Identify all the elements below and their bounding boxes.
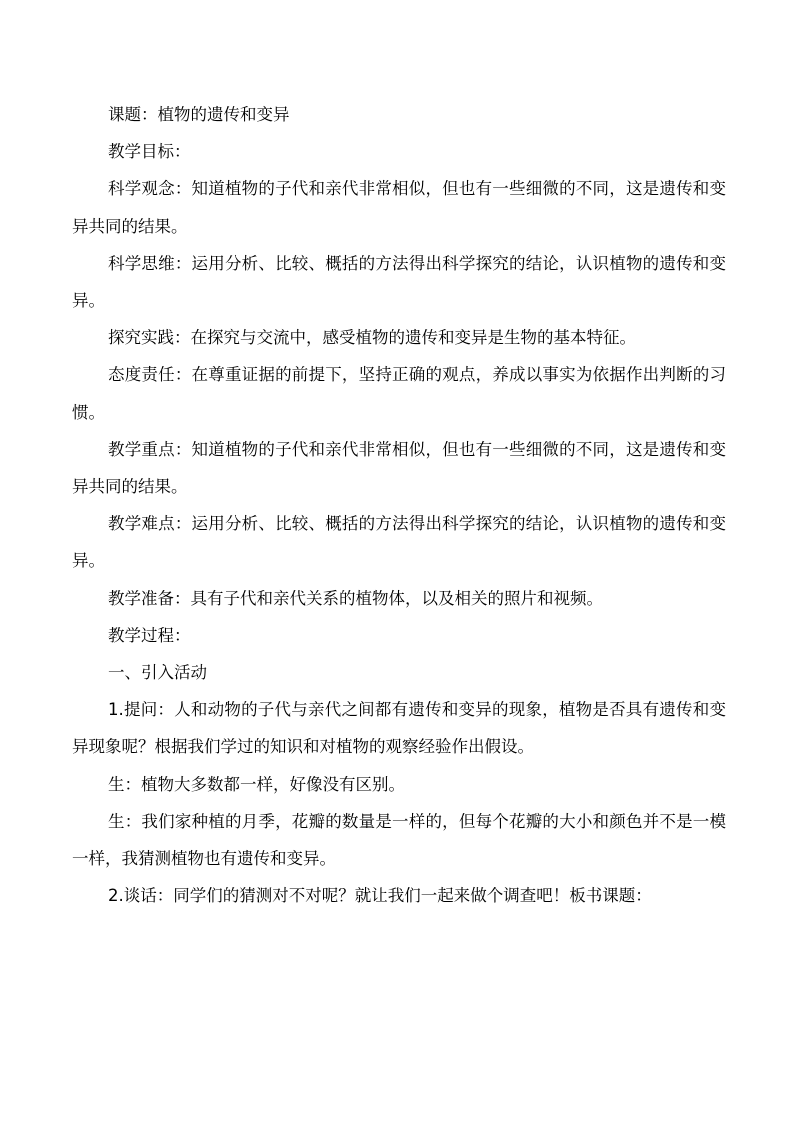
section-heading-objectives: 教学目标： bbox=[108, 142, 191, 162]
step-1-question: 1.提问：人和动物的子代与亲代之间都有遗传和变异的现象，植物是否具有遗传和变异现象呢？根据我们学过的知识和对植物的观察经验作出假设。 bbox=[72, 700, 726, 757]
objective-science-thinking: 科学思维：运用分析、比较、概括的方法得出科学探究的结论，认识植物的遗传和变异。 bbox=[72, 253, 726, 311]
teaching-preparation: 教学准备：具有子代和亲代关系的植物体，以及相关的照片和视频。 bbox=[108, 588, 603, 608]
lesson-title: 课题：植物的遗传和变异 bbox=[108, 105, 290, 124]
step-2-talk: 2.谈话：同学们的猜测对不对呢？就让我们一起来做个调查吧！板书课题： bbox=[108, 886, 652, 906]
objective-science-concept: 科学观念：知道植物的子代和亲代非常相似，但也有一些细微的不同，这是遗传和变异共同的结果。 bbox=[72, 179, 726, 236]
section-heading-process: 教学过程： bbox=[108, 625, 191, 645]
teaching-difficulty: 教学难点：运用分析、比较、概括的方法得出科学探究的结论，认识植物的遗传和变异。 bbox=[72, 514, 726, 571]
document-body bbox=[72, 96, 726, 914]
objective-inquiry-practice: 探究实践：在探究与交流中，感受植物的遗传和变异是生物的基本特征。 bbox=[108, 328, 636, 348]
objective-attitude-responsibility: 态度责任：在尊重证据的前提下，坚持正确的观点，养成以事实为依据作出判断的习惯。 bbox=[72, 365, 726, 422]
student-response-1: 生：植物大多数都一样，好像没有区别。 bbox=[108, 774, 405, 794]
teaching-key-point: 教学重点：知道植物的子代和亲代非常相似，但也有一些细微的不同，这是遗传和变异共同的结果。 bbox=[72, 439, 726, 497]
subsection-intro-activity: 一、引入活动 bbox=[108, 663, 207, 683]
student-response-2: 生：我们家种植的月季，花瓣的数量是一样的，但每个花瓣的大小和颜色并不是一模一样，我猜测植物也有遗传和变异。 bbox=[72, 811, 726, 869]
